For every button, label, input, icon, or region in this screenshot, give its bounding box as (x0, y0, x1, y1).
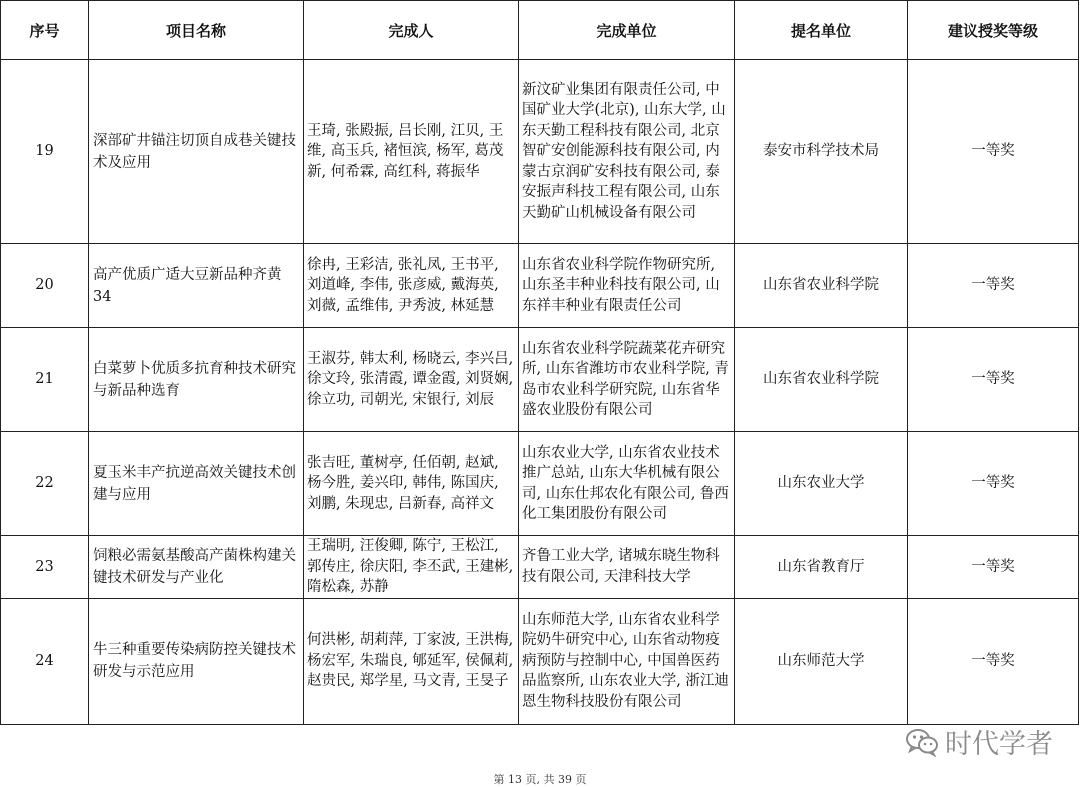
row-people: 王淑芬, 韩太利, 杨晓云, 李兴吕, 徐文玲, 张清霞, 谭金霞, 刘贤娴, 徐立功, 司朝光, 宋银行, 刘辰 (304, 328, 519, 432)
header-nominator: 提名单位 (735, 1, 908, 60)
row-units: 山东省农业科学院蔬菜花卉研究所, 山东省潍坊市农业科学院, 青岛市农业科学研究院, 山东省华盛农业股份有限公司 (519, 328, 735, 432)
row-project-name: 牛三种重要传染病防控关键技术研发与示范应用 (89, 598, 304, 724)
table-header-row (1, 1, 1079, 60)
row-grade: 一等奖 (908, 60, 1079, 244)
page-footer: 第 13 页, 共 39 页 (493, 773, 587, 786)
row-nominator: 山东省农业科学院 (735, 244, 908, 328)
row-nominator: 山东师范大学 (735, 598, 908, 724)
row-grade: 一等奖 (908, 598, 1079, 724)
row-people: 王瑞明, 汪俊卿, 陈宁, 王松江, 郭传庄, 徐庆阳, 李丕武, 王建彬, 隋松森, 苏静 (304, 536, 519, 599)
row-no: 22 (1, 432, 89, 536)
row-people: 何洪彬, 胡莉萍, 丁家波, 王洪梅, 杨宏军, 朱瑞良, 郇延军, 侯佩莉, 赵贵民, 郑学星, 马文青, 王旻子 (304, 598, 519, 724)
watermark (905, 722, 1053, 761)
row-people: 王琦, 张殿振, 吕长刚, 江贝, 王维, 高玉兵, 褚恒滨, 杨军, 葛茂新, 何希霖, 高红科, 蒋振华 (304, 60, 519, 244)
row-nominator: 泰安市科学技术局 (735, 60, 908, 244)
table-row (1, 536, 1079, 599)
row-project-name: 白菜萝卜优质多抗育种技术研究与新品种选育 (89, 328, 304, 432)
row-no: 20 (1, 244, 89, 328)
row-people: 张吉旺, 董树亭, 任佰朝, 赵斌, 杨今胜, 姜兴印, 韩伟, 陈国庆, 刘鹏, 朱现忠, 吕新春, 高祥文 (304, 432, 519, 536)
table-row (1, 244, 1079, 328)
row-no: 23 (1, 536, 89, 599)
row-project-name: 高产优质广适大豆新品种齐黄34 (89, 244, 304, 328)
table-row (1, 328, 1079, 432)
header-units: 完成单位 (519, 1, 735, 60)
row-nominator: 山东农业大学 (735, 432, 908, 536)
row-grade: 一等奖 (908, 328, 1079, 432)
header-project-name: 项目名称 (89, 1, 304, 60)
row-units: 山东师范大学, 山东省农业科学院奶牛研究中心, 山东省动物疫病预防与控制中心, 中国兽医药品监察所, 山东农业大学, 浙江迪恩生物科技股份有限公司 (519, 598, 735, 724)
row-units: 新汶矿业集团有限责任公司, 中国矿业大学(北京), 山东大学, 山东天勤工程科技有限公司, 北京智矿安创能源科技有限公司, 内蒙古京润矿安科技有限公司, 泰安振声科技工程有限公司, 山东天勤矿山机械设备有限公司 (519, 60, 735, 244)
table-row (1, 432, 1079, 536)
row-units: 山东省农业科学院作物研究所, 山东圣丰种业科技有限公司, 山东祥丰种业有限责任公司 (519, 244, 735, 328)
row-project-name: 饲粮必需氨基酸高产菌株构建关键技术研发与产业化 (89, 536, 304, 599)
table-row (1, 60, 1079, 244)
row-no: 19 (1, 60, 89, 244)
header-people: 完成人 (304, 1, 519, 60)
row-no: 21 (1, 328, 89, 432)
header-grade: 建议授奖等级 (908, 1, 1079, 60)
row-grade: 一等奖 (908, 432, 1079, 536)
row-project-name: 夏玉米丰产抗逆高效关键技术创建与应用 (89, 432, 304, 536)
row-units: 山东农业大学, 山东省农业技术推广总站, 山东大华机械有限公司, 山东仕邦农化有限公司, 鲁西化工集团股份有限公司 (519, 432, 735, 536)
wechat-icon (905, 727, 939, 757)
row-units: 齐鲁工业大学, 诸城东晓生物科技有限公司, 天津科技大学 (519, 536, 735, 599)
watermark-text: 时代学者 (945, 729, 1053, 760)
header-no: 序号 (1, 1, 89, 60)
row-project-name: 深部矿井锚注切顶自成巷关键技术及应用 (89, 60, 304, 244)
row-nominator: 山东省教育厅 (735, 536, 908, 599)
row-grade: 一等奖 (908, 244, 1079, 328)
row-grade: 一等奖 (908, 536, 1079, 599)
row-no: 24 (1, 598, 89, 724)
table-row (1, 598, 1079, 724)
row-nominator: 山东省农业科学院 (735, 328, 908, 432)
row-people: 徐冉, 王彩洁, 张礼凤, 王书平, 刘道峰, 李伟, 张彦威, 戴海英, 刘薇, 孟维伟, 尹秀波, 林延慧 (304, 244, 519, 328)
